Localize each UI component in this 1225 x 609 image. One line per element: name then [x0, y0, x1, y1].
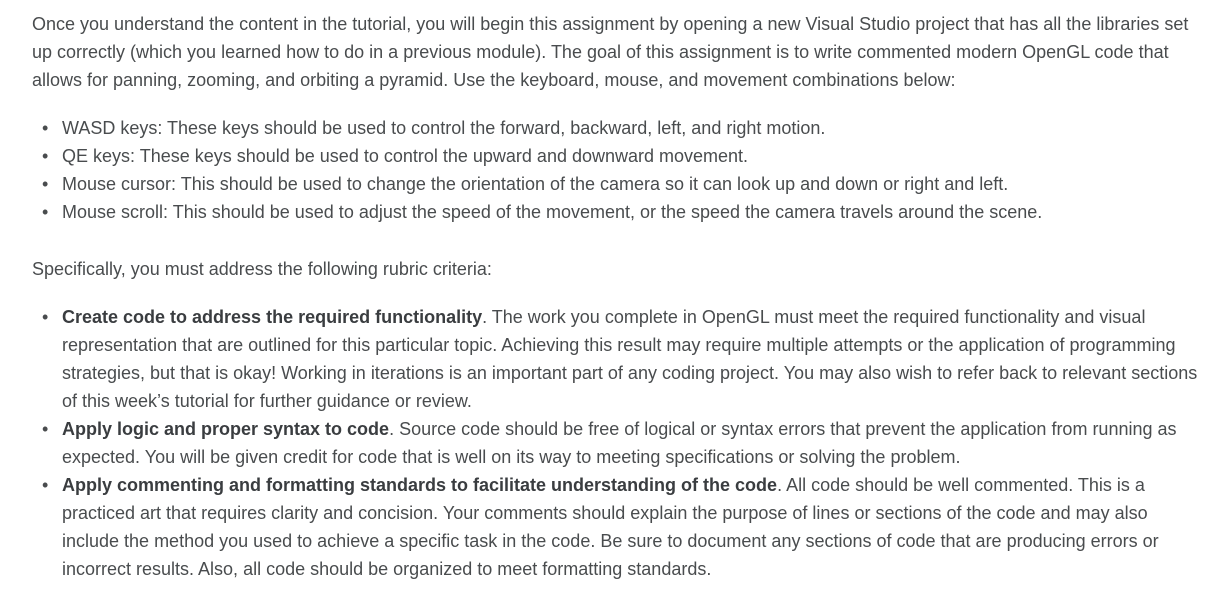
rubric-intro: Specifically, you must address the following rubric criteria: [32, 259, 492, 279]
list-item [42, 303, 1207, 415]
bullet-icon: • [42, 118, 49, 138]
intro-paragraph: Once you understand the content in the tutorial, you will begin this assignment by opening a new Visual Studio project that has all the libraries set up correctly (which you learned how to do in a previous module). The goal of this assignment is to write commented modern OpenGL code that allows for panning, zooming, and orbiting a pyramid. Use the keyboard, mouse, and movement combinations below: [32, 14, 1189, 90]
rubric-list [32, 303, 1207, 583]
list-item [42, 114, 1207, 142]
rubric-title: Create code to address the required functionality [62, 307, 483, 327]
rubric-text: . Source code should be free of logical or syntax errors that prevent the application from running as expected. You will be given credit for code that is well on its way to meeting specifications or solving the problem. [62, 419, 1177, 467]
rubric-title: Apply logic and proper syntax to code [62, 419, 390, 439]
rubric-text: . All code should be well commented. This is a practiced art that requires clarity and concision. Your comments should explain the purpose of lines or sections of the code and may also include the method you used to achieve a specific task in the code. Be sure to document any sections of code that are producing errors or incorrect results. Also, all code should be organized to meet formatting standards. [62, 475, 1159, 579]
rubric-title: Apply commenting and formatting standards to facilitate understanding of the code [62, 475, 778, 495]
bullet-icon: • [42, 419, 49, 439]
rubric-text: . The work you complete in OpenGL must meet the required functionality and visual representation that are outlined for this particular topic. Achieving this result may require multiple attempts or the application of programming strategies, but that is okay! Working in iterations is an important part of any coding project. You may also wish to refer back to relevant sections of this week’s tutorial for further guidance or review. [62, 307, 1198, 411]
bullet-icon: • [42, 475, 49, 495]
list-item [42, 170, 1207, 198]
bullet-icon: • [42, 146, 49, 166]
list-item [42, 471, 1207, 583]
control-text: WASD keys: These keys should be used to control the forward, backward, left, and right motion. [62, 118, 826, 138]
bullet-icon: • [42, 174, 49, 194]
assignment-content [32, 10, 1207, 583]
control-text: Mouse scroll: This should be used to adjust the speed of the movement, or the speed the camera travels around the scene. [62, 202, 1043, 222]
control-text: Mouse cursor: This should be used to change the orientation of the camera so it can look up and down or right and left. [62, 174, 1009, 194]
bullet-icon: • [42, 307, 49, 327]
list-item [42, 415, 1207, 471]
controls-list [32, 114, 1207, 226]
list-item [42, 142, 1207, 170]
list-item [42, 198, 1207, 226]
control-text: QE keys: These keys should be used to control the upward and downward movement. [62, 146, 749, 166]
bullet-icon: • [42, 202, 49, 222]
